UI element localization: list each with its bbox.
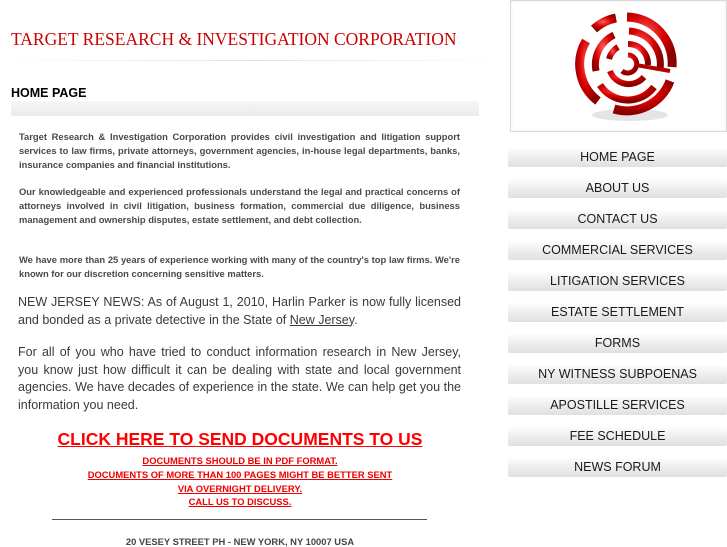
experience-paragraph: We have more than 25 years of experience working with many of the country's top law firms. We're known for our discretion concerning sensitive matters. (19, 254, 460, 279)
heading-bar (11, 101, 479, 116)
new-jersey-news-text: NEW JERSEY NEWS: As of August 1, 2010, Harlin Parker is now fully licensed and bonded as a private detective in the State of (18, 295, 461, 327)
nav-news-forum[interactable]: NEWS FORUM (508, 458, 727, 477)
page-heading: HOME PAGE (11, 86, 87, 100)
footer-address: 20 VESEY STREET PH - NEW YORK, NY 10007 USA (125, 536, 355, 547)
nav-forms[interactable]: FORMS (508, 334, 727, 353)
nav-fee-schedule[interactable]: FEE SCHEDULE (508, 427, 727, 446)
intro-paragraph: Target Research & Investigation Corporation provides civil investigation and litigation support services to law firms, private attorneys, government agencies, in-house legal departments, banks, insurance companies and financial institutions. (19, 131, 460, 170)
new-jersey-news-end: . (354, 312, 358, 327)
send-documents-link[interactable]: CLICK HERE TO SEND DOCUMENTS TO US (57, 429, 423, 449)
large-documents-note[interactable]: DOCUMENTS OF MORE THAN 100 PAGES MIGHT BE BETTER SENT (87, 469, 393, 480)
target-maze-logo-icon (574, 11, 680, 125)
new-jersey-link[interactable]: New Jersey (289, 312, 355, 327)
nav-estate-settlement[interactable]: ESTATE SETTLEMENT (508, 303, 727, 322)
pdf-format-note[interactable]: DOCUMENTS SHOULD BE IN PDF FORMAT. (142, 455, 338, 466)
title-divider (0, 60, 508, 61)
overnight-delivery-note[interactable]: VIA OVERNIGHT DELIVERY. (177, 483, 303, 494)
call-us-note[interactable]: CALL US TO DISCUSS. (188, 496, 292, 507)
sidebar (508, 0, 727, 545)
nav-commercial-services[interactable]: COMMERCIAL SERVICES (508, 241, 727, 260)
nav-about-us[interactable]: ABOUT US (508, 179, 727, 198)
logo-box (510, 0, 727, 132)
nav-litigation-services[interactable]: LITIGATION SERVICES (508, 272, 727, 291)
expertise-paragraph: Our knowledgeable and experienced professionals understand the legal and practical concerns of attorneys involved in civil litigation, business formation, commercial due diligence, business management and ownership disputes, estate settlement, and debt collection. (19, 186, 460, 225)
footer-divider (52, 519, 427, 520)
nav-home-page[interactable]: HOME PAGE (508, 148, 727, 167)
nav-ny-witness-subpoenas[interactable]: NY WITNESS SUBPOENAS (508, 365, 727, 384)
company-title: TARGET RESEARCH & INVESTIGATION CORPORATION (11, 29, 457, 49)
new-jersey-news (18, 294, 461, 329)
nav-apostille-services[interactable]: APOSTILLE SERVICES (508, 396, 727, 415)
new-jersey-research-paragraph: For all of you who have tried to conduct information research in New Jersey, you know just how difficult it can be dealing with state and local government agencies. We have decades of experience in the state. We can help get you the information you need. (18, 345, 461, 412)
nav-contact-us[interactable]: CONTACT US (508, 210, 727, 229)
